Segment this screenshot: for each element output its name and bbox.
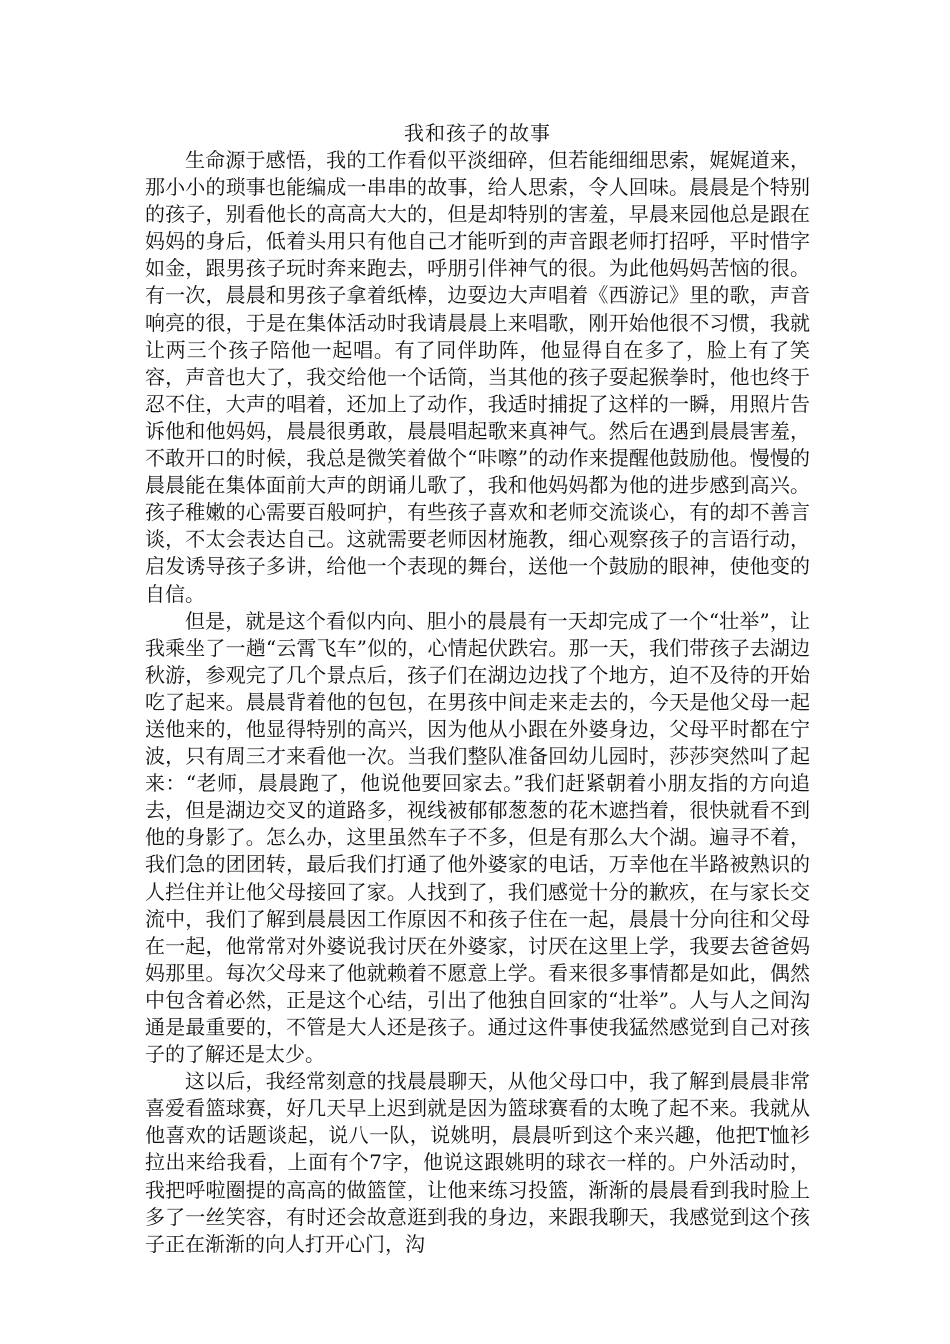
document-title: 我和孩子的故事 xyxy=(404,121,551,145)
paragraph-3: 这以后，我经常刻意的找晨晨聊天，从他父母口中，我了解到晨晨非常喜爱看篮球赛，好几天早上迟到就是因为篮球赛看的太晚了起不来。我就从他喜欢的话题谈起，说八一队，说姚明，晨晨听到这个来兴趣，他把T恤衫拉出来给我看，上面有个7字，他说这跟姚明的球衣一样的。户外活动时，我把呼啦圈提的高高的做篮筐，让他来练习投篮，渐渐的晨晨看到我时脸上多了一丝笑容，有时还会故意逛到我的身边，来跟我聊天，我感觉到这个孩子正在渐渐的向人打开心门，沟 xyxy=(145,1069,810,1256)
paragraph-2: 但是，就是这个看似内向、胆小的晨晨有一天却完成了一个“壮举”，让我乘坐了一趟“云霄飞车”似的，心情起伏跌宕。那一天，我们带孩子去湖边秋游，参观完了几个景点后，孩子们在湖边边找了个地方，迫不及待的开始吃了起来。晨晨背着他的包包，在男孩中间走来走去的，今天是他父母一起送他来的，他显得特别的高兴，因为他从小跟在外婆身边，父母平时都在宁波，只有周三才来看他一次。当我们整队准备回幼儿园时，莎莎突然叫了起来：“老师，晨晨跑了，他说他要回家去。”我们赶紧朝着小朋友指的方向追去，但是湖边交叉的道路多，视线被郁郁葱葱的花木遮挡着，很快就看不到他的身影了。怎么办，这里虽然车子不多，但是有那么大个湖。遍寻不着，我们急的团团转，最后我们打通了他外婆家的电话，万幸他在半路被熟识的人拦住并让他父母接回了家。人找到了，我们感觉十分的歉疚，在与家长交流中，我们了解到晨晨因工作原因不和孩子住在一起，晨晨十分向往和父母在一起，他常常对外婆说我讨厌在外婆家，讨厌在这里上学，我要去爸爸妈妈那里。每次父母来了他就赖着不愿意上学。看来很多事情都是如此，偶然中包含着必然，正是这个心结，引出了他独自回家的“壮举”。人与人之间沟通是最重要的，不管是大人还是孩子。通过这件事使我猛然感觉到自己对孩子的了解还是太少。 xyxy=(145,608,810,1067)
paragraph-1: 生命源于感悟，我的工作看似平淡细碎，但若能细细思索，娓娓道来，那小小的琐事也能编成一串串的故事，给人思索，令人回味。晨晨是个特别的孩子，别看他长的高高大大的，但是却特别的害羞，早晨来园他总是跟在妈妈的身后，低着头用只有他自己才能听到的声音跟老师打招呼，平时惜字如金，跟男孩子玩时奔来跑去，呼朋引伴神气的很。为此他妈妈苦恼的很。有一次，晨晨和男孩子拿着纸棒，边耍边大声唱着《西游记》里的歌，声音响亮的很，于是在集体活动时我请晨晨上来唱歌，刚开始他很不习惯，我就让两三个孩子陪他一起唱。有了同伴助阵，他显得自在多了，脸上有了笑容，声音也大了，我交给他一个话筒，当其他的孩子耍起猴拳时，他也终于忍不住，大声的唱着，还加上了动作，我适时捕捉了这样的一瞬，用照片告诉他和他妈妈，晨晨很勇敢，晨晨唱起歌来真神气。然后在遇到晨晨害羞，不敢开口的时候，我总是微笑着做个“咔嚓”的动作来提醒他鼓励他。慢慢的晨晨能在集体面前大声的朗诵儿歌了，我和他妈妈都为他的进步感到高兴。孩子稚嫩的心需要百般呵护，有些孩子喜欢和老师交流谈心，有的却不善言谈，不太会表达自己。这就需要老师因材施教，细心观察孩子的言语行动，启发诱导孩子多讲，给他一个表现的舞台，送他一个鼓励的眼神，使他变的自信。 xyxy=(145,148,810,606)
document-page xyxy=(145,120,810,1258)
